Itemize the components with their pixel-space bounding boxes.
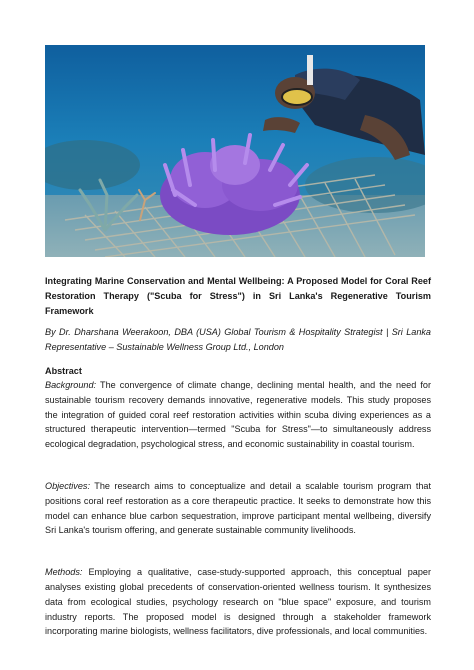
abstract-heading: Abstract [45, 366, 82, 376]
methods-label: Methods: [45, 567, 83, 578]
paper-text-block [45, 274, 431, 639]
objectives-paragraph [45, 479, 431, 538]
objectives-text: The research aims to conceptualize and detail a scalable tourism program that positions coral reef restoration as a core therapeutic practice. It seeks to demonstrate how this model can enhance blue carbon sequestration, improve participant mental wellbeing, diversify Sri Lanka's tourism offering, and generate sustainable community livelihoods. [45, 480, 431, 536]
underwater-scene [45, 45, 425, 257]
background-label: Background: [45, 380, 97, 390]
objectives-label: Objectives: [45, 480, 90, 491]
background-text: The convergence of climate change, declining mental health, and the need for sustainable tourism recovery demands innovative, regenerative models. This study proposes the integration of guided coral reef restoration activities within scuba diving experiences as a structured therapeutic intervention—termed "Scuba for Stress"—to simultaneously address ecological degradation, psychological stress, and economic sustainability in coastal tourism. [45, 380, 431, 450]
methods-text: Employing a qualitative, case-study-supported approach, this conceptual paper analyses existing global precedents of conservation-oriented wellness tourism. It synthesizes data from ecological studies, psychology research on "blue space" exposure, and tourism industry reports. The proposed model is designed through a stakeholder framework incorporating marine biologists, wellness facilitators, dive professionals, and local communities. [45, 567, 431, 637]
background-paragraph [45, 378, 431, 452]
author-byline: By Dr. Dharshana Weerakoon, DBA (USA) Global Tourism & Hospitality Strategist | Sri Lanka Representative – Sustainable Wellness Group Ltd., London [45, 327, 431, 352]
paper-title: Integrating Marine Conservation and Mental Wellbeing: A Proposed Model for Coral Reef Restoration Therapy ("Scuba for Stress") in Sri Lanka's Regenerative Tourism Framework [45, 276, 431, 316]
methods-paragraph [45, 565, 431, 639]
cover-photo-diver-coral [45, 45, 425, 257]
